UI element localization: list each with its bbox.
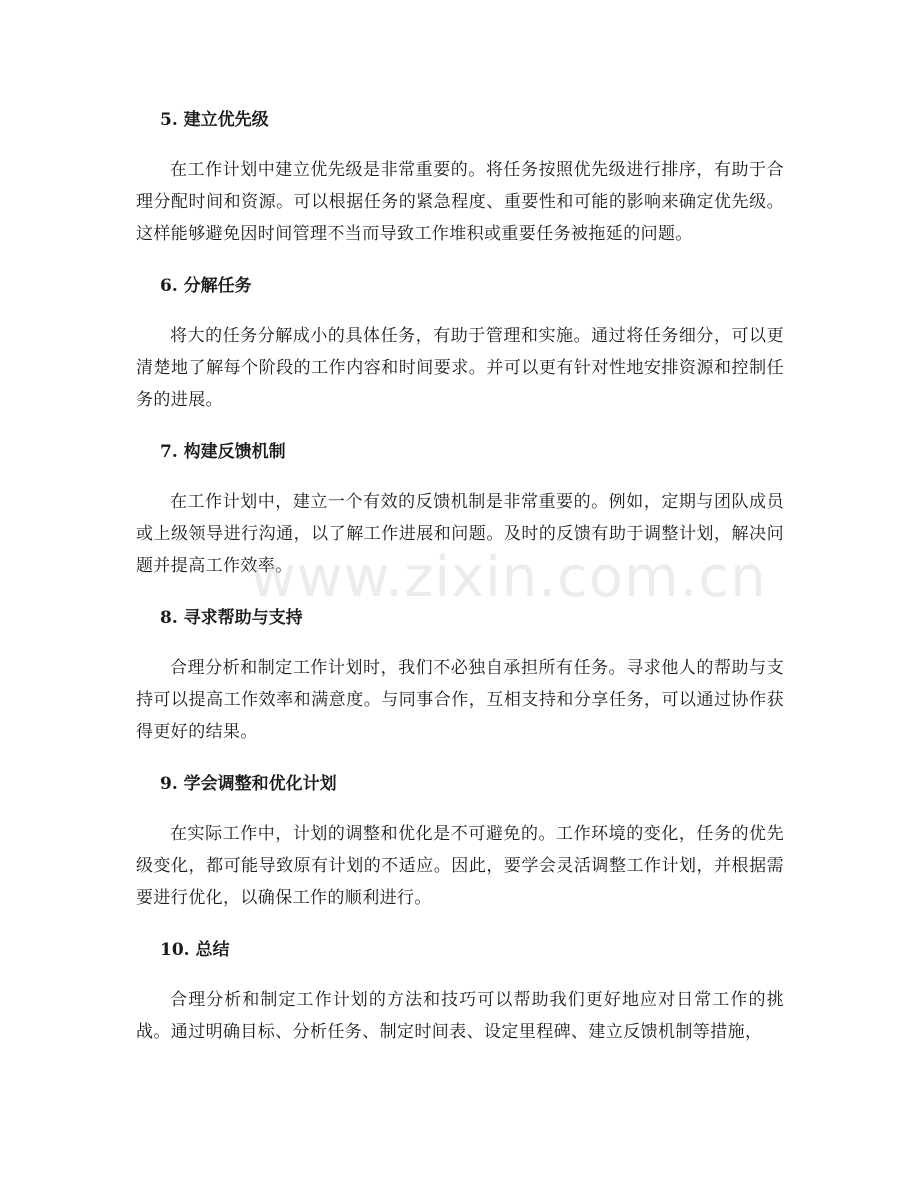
section-heading: 6. 分解任务 — [160, 276, 252, 296]
section-paragraph: 将大的任务分解成小的具体任务，有助于管理和实施。通过将任务细分，可以更清楚地了解每个阶段的工作内容和时间要求。并可以更有针对性地安排资源和控制任务的进展。 — [136, 326, 784, 410]
section-paragraph: 合理分析和制定工作计划的方法和技巧可以帮助我们更好地应对日常工作的挑战。通过明确目标、分析任务、制定时间表、设定里程碑、建立反馈机制等措施， — [136, 990, 784, 1042]
section-heading: 10. 总结 — [160, 940, 230, 960]
section-paragraph: 合理分析和制定工作计划时，我们不必独自承担所有任务。寻求他人的帮助与支持可以提高工作效率和满意度。与同事合作，互相支持和分享任务，可以通过协作获得更好的结果。 — [136, 658, 784, 742]
section-paragraph: 在实际工作中，计划的调整和优化是不可避免的。工作环境的变化，任务的优先级变化，都可能导致原有计划的不适应。因此，要学会灵活调整工作计划，并根据需要进行优化，以确保工作的顺利进行。 — [136, 824, 784, 908]
section-7 — [136, 436, 784, 582]
section-8 — [136, 602, 784, 748]
section-heading: 5. 建立优先级 — [160, 110, 269, 130]
section-6 — [136, 270, 784, 416]
section-paragraph: 在工作计划中，建立一个有效的反馈机制是非常重要的。例如，定期与团队成员或上级领导进行沟通，以了解工作进展和问题。及时的反馈有助于调整计划，解决问题并提高工作效率。 — [136, 492, 784, 576]
section-5 — [136, 104, 784, 250]
section-heading: 7. 构建反馈机制 — [160, 442, 286, 462]
section-heading: 9. 学会调整和优化计划 — [160, 774, 337, 794]
section-heading: 8. 寻求帮助与支持 — [160, 608, 303, 628]
document-body — [136, 104, 784, 1068]
section-9 — [136, 768, 784, 914]
section-paragraph: 在工作计划中建立优先级是非常重要的。将任务按照优先级进行排序，有助于合理分配时间和资源。可以根据任务的紧急程度、重要性和可能的影响来确定优先级。这样能够避免因时间管理不当而导致工作堆积或重要任务被拖延的问题。 — [136, 160, 784, 244]
section-10 — [136, 934, 784, 1048]
watermark: www.zixin.com.cn — [250, 545, 767, 610]
